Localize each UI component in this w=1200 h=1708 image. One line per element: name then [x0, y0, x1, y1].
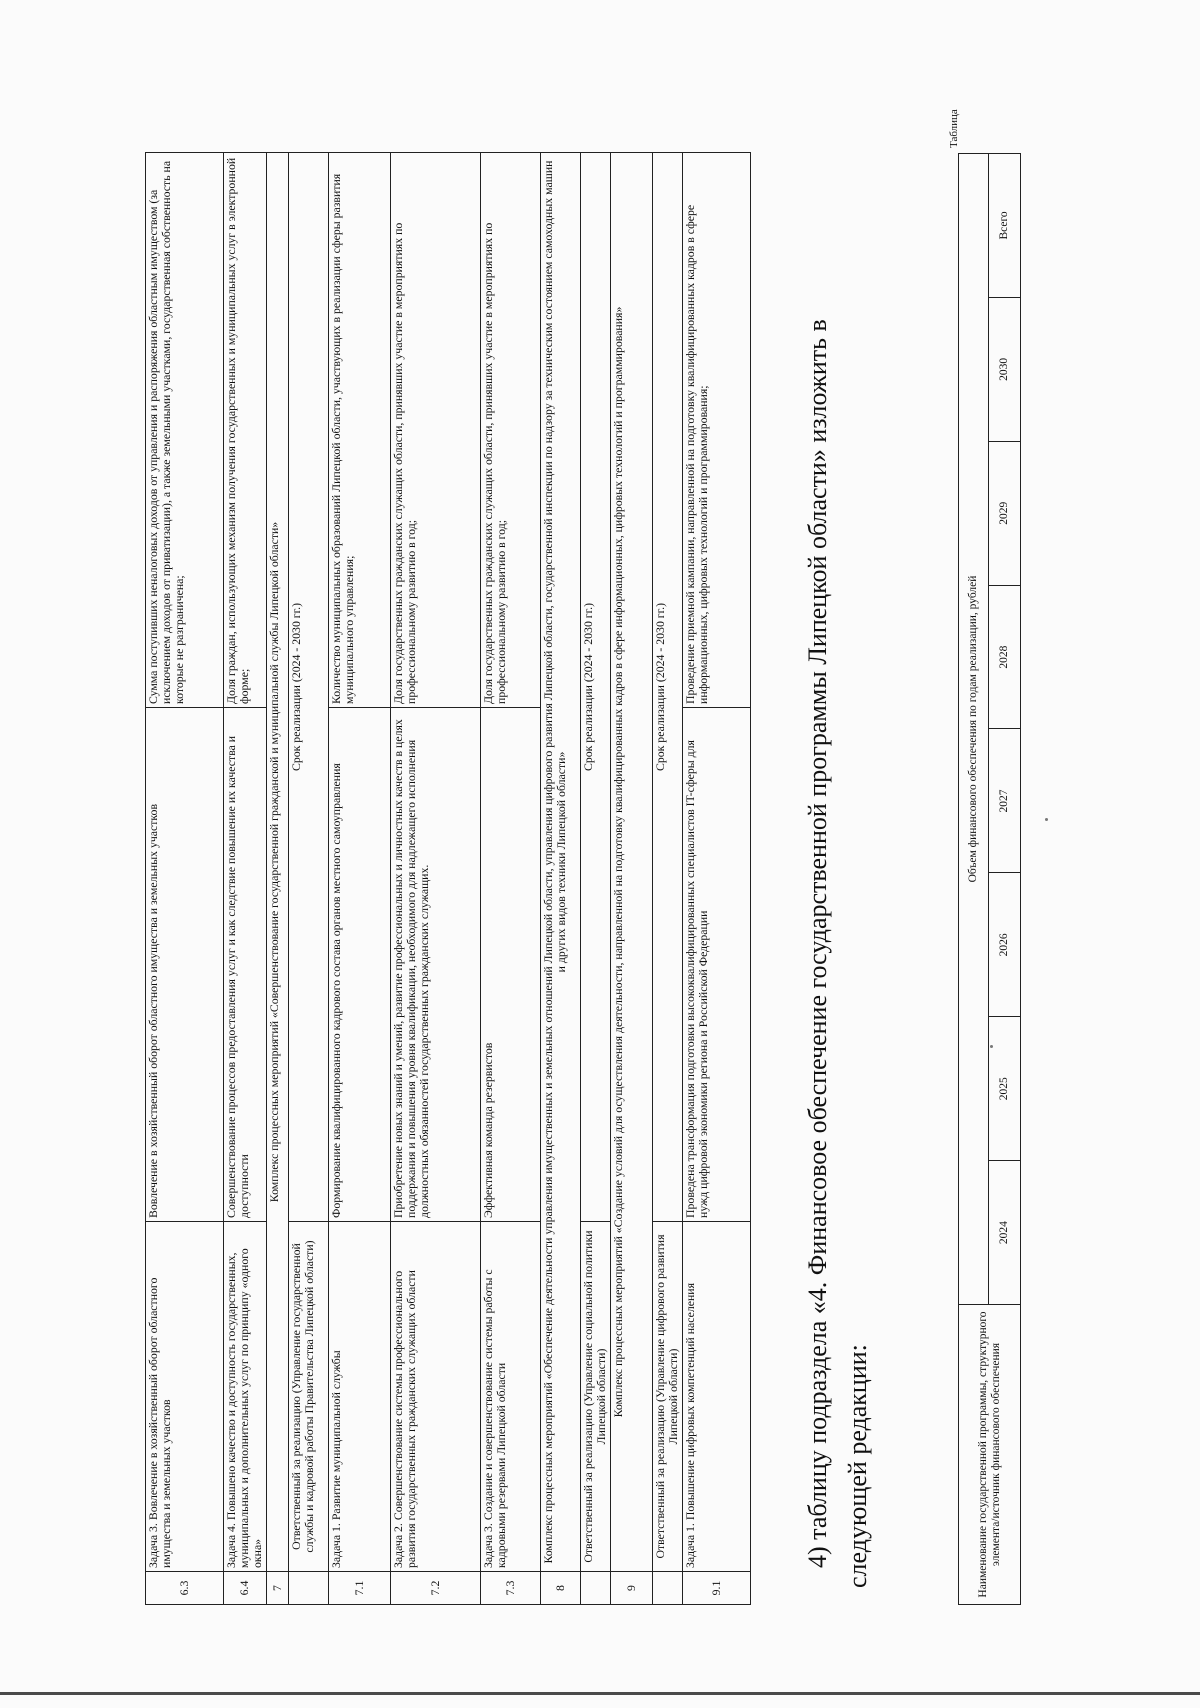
section-heading — [798, 88, 879, 1588]
financing-table — [958, 153, 1021, 1605]
row-number: 6.4 — [224, 1572, 267, 1605]
complex-title: Комплекс процессных мероприятий «Совершенствование государственной гражданской и муниципальной службы Липецкой области» — [266, 153, 288, 1572]
responsible-cell: Ответственный за реализацию (Управление цифрового развития Липецкой области) — [652, 1222, 682, 1572]
table-row — [540, 153, 580, 1605]
row-number: 9 — [610, 1572, 652, 1605]
row-number: 7.3 — [480, 1572, 540, 1605]
table-row — [390, 153, 480, 1605]
description-cell: Формирование квалифицированного кадрового состава органов местного самоуправления — [328, 708, 390, 1222]
task-cell: Задача 3. Создание и совершенствование системы работы с кадровыми резервами Липецкой области — [480, 1222, 540, 1572]
complex-title: Комплекс процессных мероприятий «Создание условий для осуществления деятельности, направленной на подготовку квалифицированных кадров в сфере информационных, цифровых технологий и программирования» — [610, 153, 652, 1572]
task-cell: Задача 3. Вовлечение в хозяйственный оборот областного имущества и земельных участков — [146, 1222, 224, 1572]
year-header: 2029 — [989, 441, 1021, 585]
indicator-cell: Количество муниципальных образований Липецкой области, участвующих в реализации сферы развития муниципального управления; — [328, 153, 390, 708]
table-row — [652, 153, 682, 1605]
indicators-table — [145, 152, 751, 1605]
year-header: 2025 — [989, 1017, 1021, 1161]
row-number: 7.2 — [390, 1572, 480, 1605]
table-row — [480, 153, 540, 1605]
row-number: 9.1 — [682, 1572, 750, 1605]
indicator-cell: Доля государственных гражданских служащих области, принявших участие в мероприятиях по профессиональному развитию в год; — [390, 153, 480, 708]
indicator-cell: Доля государственных гражданских служащих области, принявших участие в мероприятиях по профессиональному развитию в год; — [480, 153, 540, 708]
task-cell: Задача 4. Повышено качество и доступность государственных, муниципальных и дополнительных услуг по принципу «одного окна» — [224, 1222, 267, 1572]
row-number: 8 — [540, 1572, 580, 1605]
table-row — [610, 153, 652, 1605]
term-cell: Срок реализации (2024 - 2030 гг.) — [580, 153, 610, 1222]
description-cell: Совершенствование процессов предоставления услуг и как следствие повышение их качества и доступности — [224, 708, 267, 1222]
description-cell: Эффективная команда резервистов — [480, 708, 540, 1222]
table-row — [580, 153, 610, 1605]
table-row — [682, 153, 750, 1605]
row-number — [580, 1572, 610, 1605]
task-cell: Задача 1. Развитие муниципальной службы — [328, 1222, 390, 1572]
description-cell: Вовлечение в хозяйственный оборот областного имущества и земельных участков — [146, 708, 224, 1222]
row-number: 6.3 — [146, 1572, 224, 1605]
task-cell: Задача 1. Повышение цифровых компетенций населения — [682, 1222, 750, 1572]
year-header: Всего — [989, 154, 1021, 298]
scan-speck — [1045, 818, 1048, 821]
table-row — [146, 153, 224, 1605]
row-number — [288, 1572, 328, 1605]
table-row — [266, 153, 288, 1605]
indicator-cell: Доля граждан, использующих механизм получения государственных и муниципальных услуг в электронной форме; — [224, 153, 267, 708]
table-row — [288, 153, 328, 1605]
scan-edge-line — [0, 1692, 1200, 1695]
table-row — [224, 153, 267, 1605]
row-number — [652, 1572, 682, 1605]
complex-title: Комплекс процессных мероприятий «Обеспечение деятельности управления имущественных и земельных отношений Липецкой области, управления цифрового развития Липецкой области, государственной инспекции по надзору за техническим состоянием самоходных машин и других видов техники Липецкой области» — [540, 153, 580, 1572]
fin-name-header: Наименование государственной программы, структурного элемента/источник финансового обеспечения — [959, 1305, 1021, 1605]
year-header: 2027 — [989, 729, 1021, 873]
responsible-cell: Ответственный за реализацию (Управление социальной политики Липецкой области) — [580, 1222, 610, 1572]
table-row — [328, 153, 390, 1605]
term-cell: Срок реализации (2024 - 2030 гг.) — [652, 153, 682, 1222]
heading-line-2: следующей редакции: — [843, 1344, 873, 1588]
indicator-cell: Сумма поступивших неналоговых доходов от управления и распоряжения областным имуществом (за исключением доходов от приватизации), а также земельными участками, государственная собственность на которые не разграничена; — [146, 153, 224, 708]
responsible-cell: Ответственный за реализацию (Управление государственной службы и кадровой работы Правительства Липецкой области) — [288, 1222, 328, 1572]
description-cell: Проведена трансформация подготовки высококвалифицированных специалистов IT-сферы для нужд цифровой экономики региона и Российской Федерации — [682, 708, 750, 1222]
description-cell: Приобретение новых знаний и умений, развитие профессиональных и личностных качеств в целях поддержания и повышения уровня квалификации, необходимого для надлежащего исполнения должностных обязанностей государственных гражданских служащих. — [390, 708, 480, 1222]
year-header: 2030 — [989, 297, 1021, 441]
table-caption: Таблица — [948, 109, 960, 148]
task-cell: Задача 2. Совершенствование системы профессионального развития государственных гражданских служащих области — [390, 1222, 480, 1572]
year-header: 2026 — [989, 873, 1021, 1017]
indicator-cell: Проведение приемной кампании, направленной на подготовку квалифицированных кадров в сфере информационных, цифровых технологий и программирования; — [682, 153, 750, 708]
term-cell: Срок реализации (2024 - 2030 гг.) — [288, 153, 328, 1222]
scan-speck — [990, 1045, 993, 1048]
fin-volume-header: Объем финансового обеспечения по годам реализации, рублей — [959, 154, 989, 1305]
year-header: 2028 — [989, 585, 1021, 729]
year-header: 2024 — [989, 1161, 1021, 1305]
row-number: 7 — [266, 1572, 288, 1605]
heading-line-1: 4) таблицу подраздела «4. Финансовое обеспечение государственной программы Липецкой области» изложить в — [803, 319, 832, 1568]
row-number: 7.1 — [328, 1572, 390, 1605]
